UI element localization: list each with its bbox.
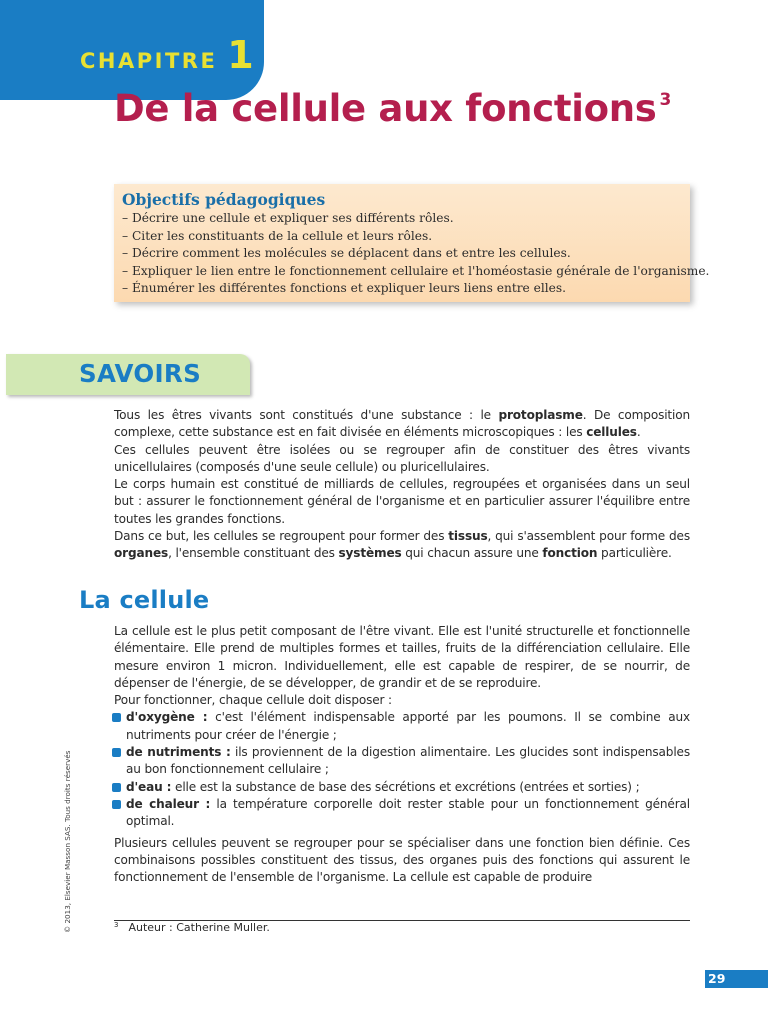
chapter-number: 1: [227, 33, 254, 77]
paragraph: [114, 407, 690, 442]
chapter-title-text: De la cellule aux fonctions: [114, 87, 657, 130]
bullet-text: ils proviennent de la digestion alimentaire. Les glucides sont indispensables au bon fonctionnement cellulaire ;: [126, 745, 690, 777]
objective-item: – Décrire comment les molécules se déplacent dans et entre les cellules.: [122, 246, 571, 261]
objective-item: – Expliquer le lien entre le fonctionnement cellulaire et l'homéostasie générale de l'organisme.: [122, 263, 710, 278]
requirements-list: [114, 709, 690, 830]
list-item: [114, 744, 690, 779]
text-run: Dans ce but, les cellules se regroupent pour former des: [114, 529, 449, 544]
bullet-text: la température corporelle doit rester stable pour un fonctionnement général optimal.: [126, 796, 690, 829]
bold-term: organes: [114, 546, 169, 561]
text-run: qui chacun assure une: [401, 546, 543, 561]
copyright-note: © 2013, Elsevier Masson SAS. Tous droits réservés: [63, 750, 72, 933]
section-title-cellule: La cellule: [79, 586, 210, 614]
bold-term: cellules: [586, 425, 637, 440]
bullet-term: de nutriments :: [126, 745, 231, 760]
list-item: [114, 709, 690, 744]
objectives-heading: Objectifs pédagogiques: [122, 190, 326, 209]
paragraph: Plusieurs cellules peuvent se regrouper pour se spécialiser dans une fonction bien définie. Ces combinaisons possibles constituent des tissus, des organes puis des fonctions qui assurent le fonctionnement de l'ensemble de l'organisme. La cellule est capable de produire: [114, 835, 690, 885]
paragraph: [114, 528, 690, 563]
paragraph: Pour fonctionner, chaque cellule doit disposer :: [114, 693, 392, 708]
text-run: .: [636, 425, 641, 440]
bullet-icon: [112, 800, 121, 809]
paragraph: La cellule est le plus petit composant de l'être vivant. Elle est l'unité structurelle et fonctionnelle élémentaire. Elle prend de multiples formes et tailles, fruits de la différenciation cellulaire. Elle mesure environ 1 micron. Individuellement, elle est capable de respirer, de se nourrir, de dépenser de l'énergie, de se développer, de grandir et de se reproduire.: [114, 624, 690, 690]
bullet-term: de chaleur :: [126, 796, 211, 811]
savoirs-body: [114, 407, 690, 563]
bold-term: fonction: [542, 546, 598, 561]
paragraph: Ces cellules peuvent être isolées ou se regrouper afin de constituer des êtres vivants unicellulaires (composés d'une seule cellule) ou pluricellulaires.: [114, 442, 690, 474]
bold-term: protoplasme: [498, 408, 583, 422]
footnote-text: Auteur : Catherine Muller.: [128, 921, 270, 934]
objective-item: – Citer les constituants de la cellule et leurs rôles.: [122, 228, 433, 243]
cellule-body: [114, 623, 690, 886]
bullet-term: d'oxygène :: [126, 710, 208, 725]
bold-term: systèmes: [338, 546, 402, 561]
bullet-icon: [112, 748, 121, 757]
bold-term: tissus: [448, 529, 488, 544]
paragraph: Le corps humain est constitué de milliards de cellules, regroupées et organisées dans un seul but : assurer le fonctionnement général de l'organisme et en particulier assurer l'équilibre entre toutes les grandes fonctions.: [114, 477, 690, 526]
bullet-text: elle est la substance de base des sécrétions et excrétions (entrées et sorties) ;: [171, 779, 640, 794]
objectives-list: [122, 210, 710, 298]
footnote-mark: 3: [114, 921, 119, 929]
text-run: particulière.: [597, 546, 672, 561]
bullet-term: d'eau :: [126, 779, 172, 794]
title-footnote-mark: 3: [659, 90, 672, 110]
bullet-icon: [112, 713, 121, 722]
objectives-box: [114, 184, 710, 302]
bullet-text: c'est l'élément indispensable apporté par les poumons. Il se combine aux nutriments pour créer de l'énergie ;: [126, 710, 690, 742]
list-item: [114, 779, 690, 796]
bullet-icon: [112, 783, 121, 792]
text-run: Tous les êtres vivants sont constitués d'une substance : le: [114, 408, 499, 422]
chapter-title: [114, 87, 671, 130]
objective-item: – Décrire une cellule et expliquer ses différents rôles.: [122, 211, 454, 225]
text-run: , qui s'assemblent pour forme des: [487, 529, 690, 544]
chapter-word: CHAPITRE: [80, 49, 218, 73]
chapter-label: [80, 33, 254, 77]
text-run: . De composition complexe, cette substance est en fait divisée en éléments microscopiques : les: [114, 408, 690, 440]
objective-item: – Énumérer les différentes fonctions et expliquer leurs liens entre elles.: [122, 281, 566, 296]
footnote: [114, 921, 270, 934]
text-run: , l'ensemble constituant des: [168, 546, 339, 561]
savoirs-heading: SAVOIRS: [79, 359, 202, 388]
page-number: 29: [708, 971, 726, 986]
list-item: [114, 796, 690, 831]
